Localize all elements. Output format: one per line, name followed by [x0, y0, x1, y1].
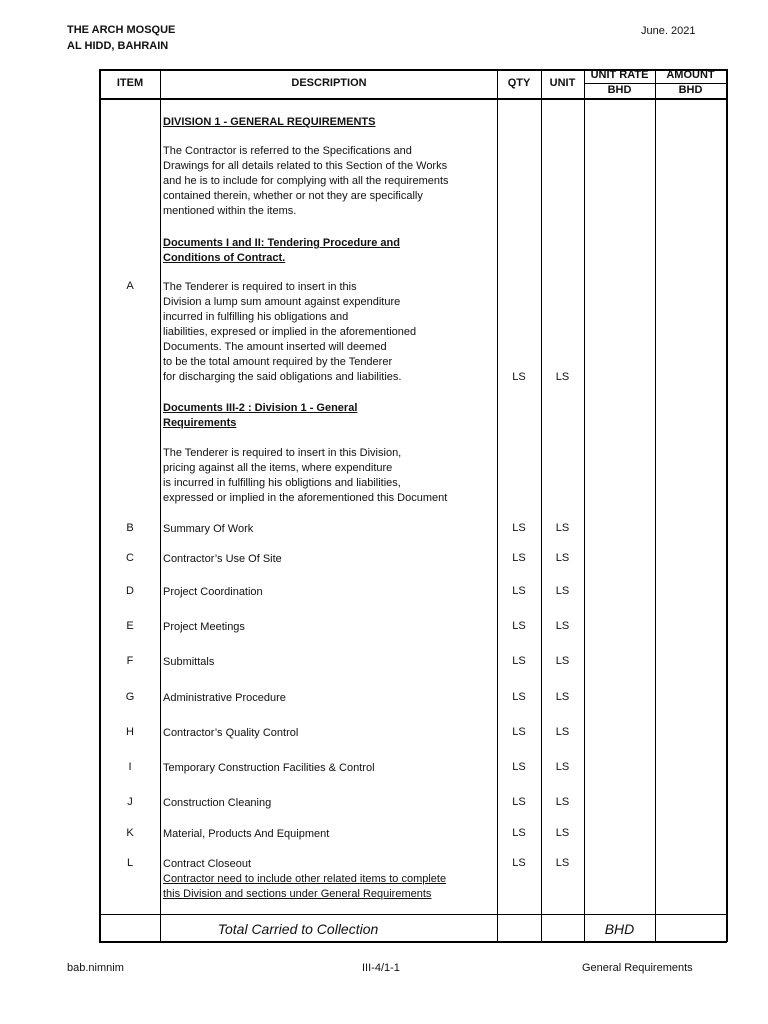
- item-qty: LS: [512, 552, 526, 564]
- item-code: J: [127, 796, 133, 808]
- item-description: Contractor’s Use Of Site: [163, 553, 282, 565]
- item-qty: LS: [512, 726, 526, 738]
- item-unit: LS: [555, 796, 570, 808]
- item-unit: LS: [555, 552, 570, 564]
- item-unit: LS: [555, 522, 570, 534]
- item-code: A: [126, 280, 134, 292]
- item-description: Material, Products And Equipment: [163, 828, 330, 840]
- col-header-amount-currency: BHD: [678, 84, 703, 96]
- item-description: Construction Cleaning: [163, 797, 272, 809]
- item-unit: LS: [555, 620, 570, 632]
- item-code: B: [126, 522, 134, 534]
- division-title: DIVISION 1 - GENERAL REQUIREMENTS: [163, 116, 376, 128]
- col-header-unit-rate-currency: BHD: [607, 84, 632, 96]
- item-description: Temporary Construction Facilities & Control: [163, 762, 375, 774]
- item-qty: LS: [512, 655, 526, 667]
- item-unit: LS: [555, 761, 570, 773]
- item-code: L: [126, 857, 134, 869]
- item-qty: LS: [512, 522, 526, 534]
- item-unit: LS: [555, 655, 570, 667]
- item-qty: LS: [512, 691, 526, 703]
- item-code: G: [125, 691, 135, 703]
- item-description: Administrative Procedure: [163, 692, 286, 704]
- item-code: I: [128, 761, 132, 773]
- item-code: D: [126, 585, 134, 597]
- item-qty: LS: [512, 371, 526, 383]
- col-header-unit: UNIT: [549, 77, 576, 89]
- item-qty: LS: [512, 761, 526, 773]
- item-description: Project Coordination: [163, 586, 263, 598]
- item-description: Project Meetings: [163, 621, 245, 633]
- section-paragraph: The Tenderer is required to insert in this Division, pricing against all the items, where expenditure is incurred in fulfilling his obligtions and liabilities, expressed or implied in the aforementioned this Document: [163, 447, 448, 504]
- item-unit: LS: [555, 691, 570, 703]
- col-header-amount: AMOUNT: [666, 69, 715, 81]
- item-code: C: [126, 552, 134, 564]
- col-header-qty: QTY: [507, 77, 531, 89]
- item-qty: LS: [512, 585, 526, 597]
- closing-note: Contractor need to include other related items to complete this Division and sections under General Requirements: [163, 873, 447, 900]
- footer-author: bab.nimnim: [67, 962, 124, 974]
- item-unit: LS: [555, 371, 570, 383]
- footer-page-number: III-4/1-1: [362, 962, 400, 974]
- project-location: AL HIDD, BAHRAIN: [67, 40, 169, 52]
- item-code: F: [126, 655, 134, 667]
- total-currency: BHD: [604, 921, 635, 937]
- item-description: Contract Closeout: [163, 858, 252, 870]
- item-qty: LS: [512, 827, 526, 839]
- total-carried-label: Total Carried to Collection: [217, 921, 379, 937]
- section-title-tendering: Documents I and II: Tendering Procedure and Conditions of Contract.: [163, 237, 400, 264]
- footer-section-name: General Requirements: [582, 962, 693, 974]
- col-header-unit-rate: UNIT RATE: [590, 69, 649, 81]
- item-code: K: [126, 827, 134, 839]
- item-unit: LS: [555, 857, 570, 869]
- project-name: THE ARCH MOSQUE: [67, 24, 176, 36]
- item-unit: LS: [555, 827, 570, 839]
- section-title-general-requirements: Documents III-2 : Division 1 - General Requirements: [163, 402, 358, 429]
- item-code: H: [126, 726, 134, 738]
- col-header-description: DESCRIPTION: [291, 77, 367, 89]
- intro-paragraph: The Contractor is referred to the Specifications and Drawings for all details related to this Section of the Works and he is to include for complying with all the requirements contained therein, whether or not they are specifically mentioned within the items.: [163, 145, 449, 217]
- item-unit: LS: [555, 585, 570, 597]
- item-qty: LS: [512, 857, 526, 869]
- item-description: The Tenderer is required to insert in this Division a lump sum amount against expenditure incurred in fulfilling his obligations and liabilities, expresed or implied in the aforementioned Documents. The amount inserted will deemed to be the total amount required by the Tenderer for discharging the said obligations and liabilities.: [163, 281, 417, 383]
- item-description: Summary Of Work: [163, 523, 254, 535]
- item-unit: LS: [555, 726, 570, 738]
- col-header-item: ITEM: [116, 77, 144, 89]
- item-code: E: [126, 620, 134, 632]
- item-description: Submittals: [163, 656, 215, 668]
- document-date: June. 2021: [641, 25, 696, 37]
- item-description: Contractor’s Quality Control: [163, 727, 299, 739]
- item-qty: LS: [512, 620, 526, 632]
- item-qty: LS: [512, 796, 526, 808]
